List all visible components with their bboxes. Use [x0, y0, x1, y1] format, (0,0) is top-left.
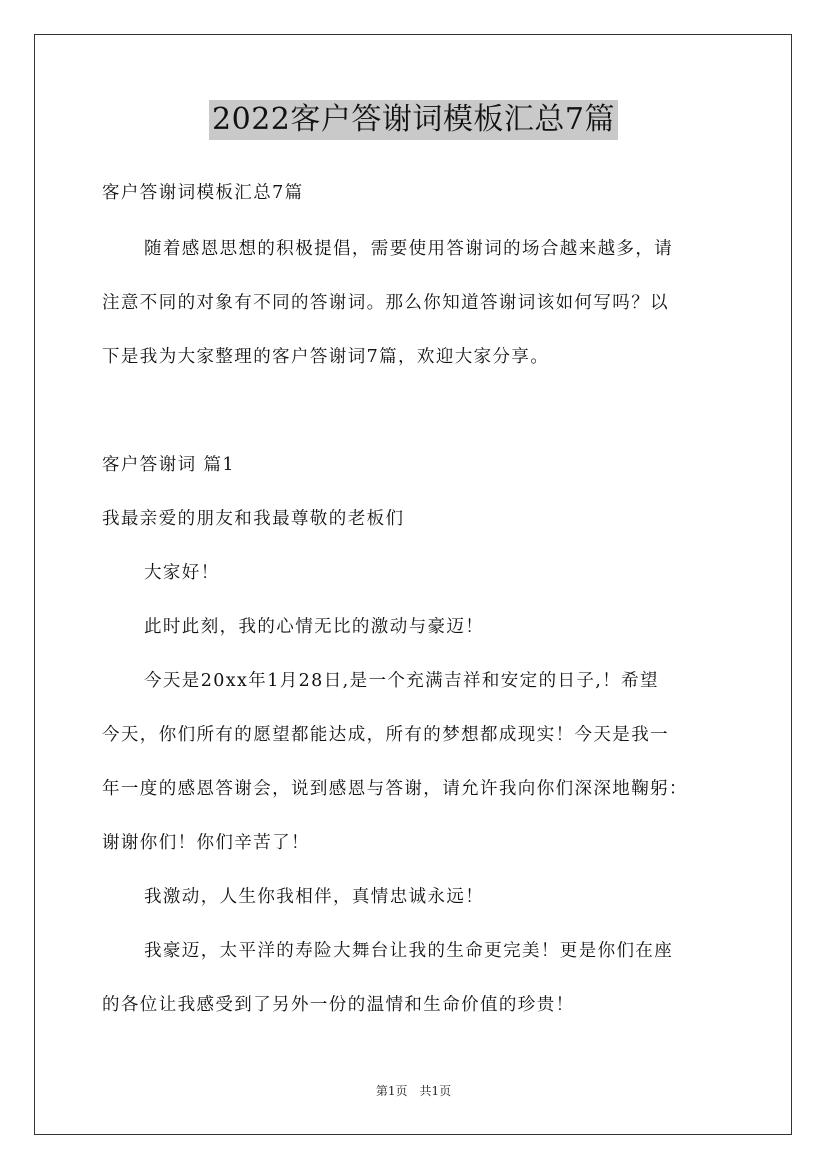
- salutation: 我最亲爱的朋友和我最尊敬的老板们: [102, 509, 405, 529]
- intro-line: 随着感恩思想的积极提倡，需要使用答谢词的场合越来越多，请: [144, 239, 674, 259]
- body-line: 今天是20xx年1月28日,是一个充满吉祥和安定的日子,！希望: [144, 671, 659, 691]
- body-line: 此时此刻，我的心情无比的激动与豪迈！: [144, 617, 485, 637]
- body-line: 谢谢你们！你们辛苦了！: [102, 833, 310, 853]
- page-footer: 第1页 共1页: [375, 1084, 452, 1098]
- intro-line: 下是我为大家整理的客户答谢词7篇，欢迎大家分享。: [102, 347, 550, 367]
- body-line: 今天，你们所有的愿望都能达成，所有的梦想都成现实！今天是我一: [102, 725, 669, 745]
- body-line: 我激动，人生你我相伴，真情忠诚永远！: [144, 887, 485, 907]
- document-subtitle: 客户答谢词模板汇总7篇: [102, 183, 304, 203]
- intro-line: 注意不同的对象有不同的答谢词。那么你知道答谢词该如何写吗？以: [102, 293, 669, 313]
- body-line: 的各位让我感受到了另外一份的温情和生命价值的珍贵！: [102, 995, 575, 1015]
- title-container: [0, 100, 827, 140]
- document-title: 2022客户答谢词模板汇总7篇: [209, 100, 618, 140]
- body-line: 年一度的感恩答谢会，说到感恩与答谢，请允许我向你们深深地鞠躬：: [102, 779, 688, 799]
- body-line: 大家好！: [144, 563, 220, 583]
- body-line: 我豪迈，太平洋的寿险大舞台让我的生命更完美！更是你们在座: [144, 941, 674, 961]
- section-heading: 客户答谢词 篇1: [102, 455, 235, 475]
